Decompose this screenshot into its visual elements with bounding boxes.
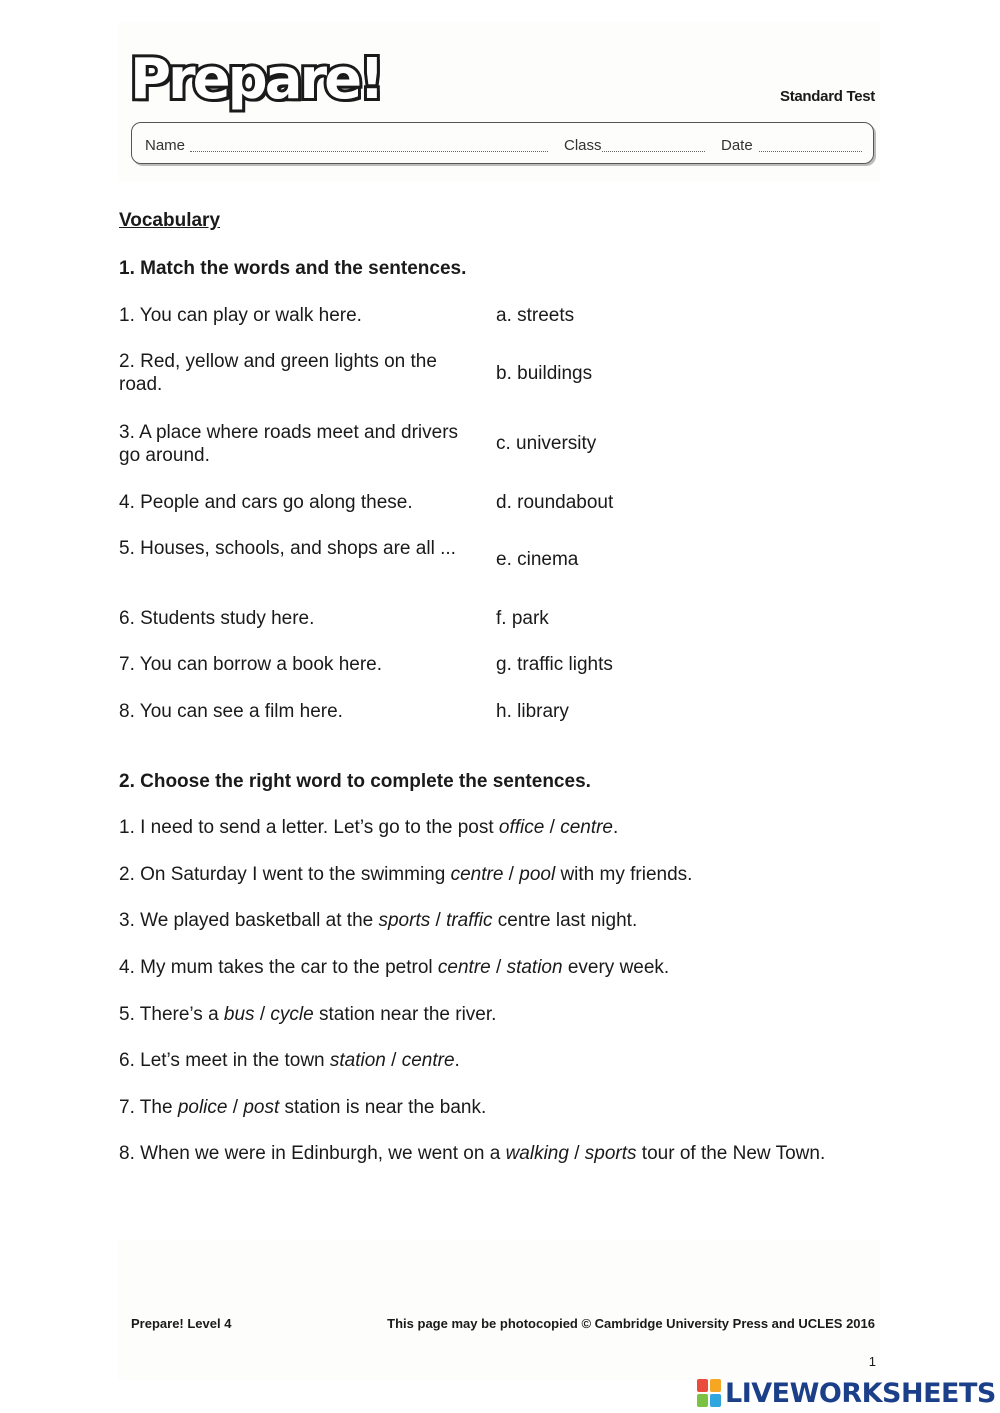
sentence-start: 2. On Saturday I went to the swimming: [119, 864, 451, 885]
match-word[interactable]: a. streets: [496, 305, 575, 326]
option-separator: /: [503, 864, 520, 885]
match-word[interactable]: b. buildings: [496, 363, 593, 384]
match-sentence: 7. You can borrow a book here.: [119, 654, 383, 675]
section-title: Vocabulary: [119, 210, 221, 231]
sentence-start: 3. We played basketball at the: [119, 910, 379, 931]
match-sentence: 3. A place where roads meet and drivers go around.: [119, 422, 459, 466]
match-sentence: 2. Red, yellow and green lights on the road.: [119, 351, 437, 395]
option-separator: /: [254, 1004, 271, 1025]
name-label: Name: [145, 137, 186, 154]
name-field[interactable]: [190, 151, 548, 152]
sentence-start: 8. When we were in Edinburgh, we went on a: [119, 1143, 506, 1164]
option-one[interactable]: police: [177, 1097, 228, 1118]
option-two[interactable]: traffic: [446, 910, 493, 931]
match-word[interactable]: c. university: [496, 433, 597, 454]
option-separator: /: [490, 957, 507, 978]
option-one[interactable]: office: [498, 817, 545, 838]
choice-sentence: [119, 1143, 825, 1165]
option-separator: /: [227, 1097, 244, 1118]
choice-sentence: [119, 817, 618, 839]
choice-sentence: [119, 1004, 496, 1026]
choice-sentence: [119, 864, 692, 886]
match-sentence: 5. Houses, schools, and shops are all ...: [119, 538, 456, 559]
match-word[interactable]: h. library: [496, 701, 569, 722]
choice-sentence: [119, 1097, 486, 1119]
test-type-label: Standard Test: [779, 88, 875, 105]
sentence-end: station is near the bank.: [279, 1097, 487, 1118]
sentence-start: 4. My mum takes the car to the petrol: [119, 957, 438, 978]
sentence-start: 7. The: [119, 1097, 178, 1118]
student-info-box: [131, 122, 874, 164]
option-one[interactable]: station: [329, 1050, 386, 1071]
option-separator: /: [568, 1143, 585, 1164]
date-label: Date: [721, 137, 753, 154]
option-two[interactable]: cycle: [270, 1004, 314, 1025]
option-one[interactable]: centre: [437, 957, 491, 978]
logo-square-red: [697, 1379, 708, 1392]
logo-square-green: [697, 1394, 708, 1407]
choice-sentence: [119, 957, 669, 979]
exercise2-heading: 2. Choose the right word to complete the sentences.: [119, 771, 591, 792]
sentence-start: 6. Let’s meet in the town: [119, 1050, 330, 1071]
liveworksheets-watermark[interactable]: [697, 1376, 996, 1410]
option-one[interactable]: sports: [378, 910, 431, 931]
logo-square-blue: [710, 1394, 721, 1407]
footer-band: [118, 1240, 880, 1380]
sentence-end: station near the river.: [313, 1004, 497, 1025]
page-number: 1: [868, 1354, 876, 1369]
liveworksheets-text: LIVEWORKSHEETS: [725, 1377, 996, 1409]
match-word[interactable]: e. cinema: [496, 549, 579, 570]
option-separator: /: [385, 1050, 402, 1071]
class-label: Class: [564, 137, 602, 154]
choice-sentence: [119, 1050, 460, 1072]
choice-sentence: [119, 910, 637, 932]
option-separator: /: [544, 817, 561, 838]
sentence-end: .: [454, 1050, 460, 1071]
option-two[interactable]: post: [243, 1097, 280, 1118]
sentence-end: tour of the New Town.: [636, 1143, 826, 1164]
match-word[interactable]: g. traffic lights: [496, 654, 613, 675]
match-sentence: 8. You can see a film here.: [119, 701, 343, 722]
sentence-end: .: [613, 817, 619, 838]
option-one[interactable]: centre: [450, 864, 504, 885]
sentence-start: 5. There’s a: [119, 1004, 224, 1025]
footer-copyright: This page may be photocopied © Cambridge University Press and UCLES 2016: [387, 1316, 875, 1331]
logo-square-orange: [710, 1379, 721, 1392]
prepare-logo: Prepare!: [130, 47, 382, 112]
liveworksheets-logo-icon: [697, 1379, 721, 1407]
sentence-end: every week.: [562, 957, 670, 978]
match-sentence: 4. People and cars go along these.: [119, 492, 413, 513]
option-one[interactable]: walking: [505, 1143, 569, 1164]
option-two[interactable]: pool: [519, 864, 556, 885]
option-two[interactable]: centre: [401, 1050, 455, 1071]
footer-level: Prepare! Level 4: [131, 1316, 232, 1331]
exercise1-heading: 1. Match the words and the sentences.: [119, 258, 467, 279]
match-word[interactable]: f. park: [496, 608, 549, 629]
match-word[interactable]: d. roundabout: [496, 492, 614, 513]
match-sentence: 6. Students study here.: [119, 608, 315, 629]
sentence-end: centre last night.: [492, 910, 638, 931]
match-sentence: 1. You can play or walk here.: [119, 305, 362, 326]
option-two[interactable]: station: [506, 957, 563, 978]
class-field[interactable]: [602, 151, 705, 152]
option-two[interactable]: sports: [584, 1143, 637, 1164]
date-field[interactable]: [759, 151, 862, 152]
option-two[interactable]: centre: [560, 817, 613, 838]
option-one[interactable]: bus: [223, 1004, 255, 1025]
option-separator: /: [430, 910, 447, 931]
sentence-end: with my friends.: [555, 864, 693, 885]
sentence-start: 1. I need to send a letter. Let’s go to the post: [119, 817, 499, 838]
